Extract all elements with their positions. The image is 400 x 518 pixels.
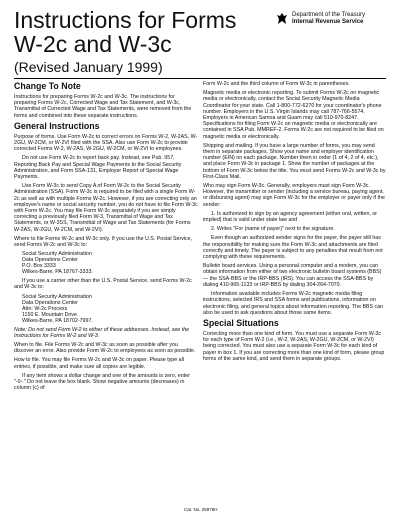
- agency-line-2: Internal Revenue Service: [292, 19, 364, 25]
- usps-address: Social Security Administration Data Operations Center P.O. Box 3333 Wilkes-Barre, PA 18767-3333.: [22, 251, 93, 276]
- agency-line-1: Department of the Treasury: [292, 12, 366, 18]
- paragraph-note: Note: Do not send Form W-2 to either of these addresses. Instead, see the Instructions for Forms W-2 and W-3.: [14, 326, 190, 339]
- paragraph-carrier: If you use a carrier other than the U.S. Postal Service, send Forms W-2c and W-3c to:: [14, 278, 192, 291]
- paragraph-who-may-sign: Who may sign Form W-3c. Generally, employers must sign Form W-3c. However, the transmitter or sender (including a service bureau, paying agent, or disbursing agent) may sign Form W-3c for the employer or payer only if the sender:: [203, 183, 385, 208]
- paragraph-when-to-file: When to file. File Forms W-2c and W-3c as soon as possible after you discover an error. Also provide Form W-2c to employees as soon as possible.: [14, 342, 196, 355]
- revision-date: (Revised January 1999): [14, 59, 163, 75]
- title-line-2: W-2c and W-3c: [14, 31, 172, 57]
- paragraph-information-available: Information available includes Forms W-2c magnetic media filing instructions, selected IRS and SSA forms and publications, information on electronic filing, and general topics about information reporting. The BBS can also be used to ask questions about those same items.: [203, 291, 384, 316]
- paragraph-shipping: Shipping and mailing. If you have a large number of forms, you may send them in separate packages. Show your name and employer identification number (EIN) on each package. Number them in order (1 of 4, 2 of 4, etc.), and place Form W-3c in package 1. Show the number of packages at the bottom of Form W-3c below the title. You must send Forms W-2c and W-3c by First-Class Mail.: [203, 142, 386, 180]
- heading-general-instructions: General Instructions: [14, 120, 100, 131]
- paragraph-bulletin-board: Bulletin board services. Using a personal computer and a modem, you can obtain information from either of two electronic bulletin board systems (BBS) — the SSA-BBS or the IRP-BBS (IRS). You can access the SSA-BBS by dialing 410-965-1133 or IRP-BBS by dialing 304-264-7070.: [203, 263, 382, 288]
- heading-change-to-note: Change To Note: [14, 81, 81, 91]
- paragraph-continued: Form W-2c and the third column of Form W-3c in parentheses.: [203, 81, 350, 87]
- paragraph-change: Instructions for preparing Forms W-2c and W-3c. The instructions for preparing Forms W-2c, Corrected Wage and Tax Statement, and W-3c, Transmittal of Corrected Wage and Tax Statements, were removed from the forms and combined into these separate instructions.: [14, 94, 192, 119]
- paragraph-magnetic-media: Magnetic media or electronic reporting. To submit Forms W-2c on magnetic media or electronically, contact the Social Security Magnetic Media Coordinator for your state. Call 1-800-772-6270 for your coordinator's phone number. Employers in the U.S. Virgin Islands may call 787-766-5574. Employers in American Samoa and Guam may call 510-970-8247. Specifications for filing Form W-2c on magnetic media or electronically are contained in SSA Pub. MMREF-2. Forms W-2c are not required to be filed on magnetic media or electronically.: [203, 90, 384, 140]
- agency-block: [276, 12, 400, 26]
- paragraph-dollar-change: If any item shows a dollar change and one of the amounts is zero, enter "-0-." Do not leave the box blank. Show negative amounts (decreases) in column (c) of: [14, 372, 190, 392]
- left-column: [14, 81, 198, 395]
- paragraph-condition-2: 2. Writes "For (name of payer)" next to the signature.: [211, 226, 335, 233]
- paragraph-where-to-file: Where to file Forms W-2c and W-3c only. If you use the U.S. Postal Service, send Forms W-2c and W-3c to:: [14, 235, 193, 249]
- paragraph-purpose: Purpose of forms. Use Form W-2c to correct errors on Forms W-2, W-2AS, W-2GU, W-2CM, or W-2VI filed with the SSA. Also use Form W-2c to provide corrected Forms W-2, W-2AS, W-2GU, W-2CM, or W-2VI to employees.: [14, 133, 198, 153]
- heading-special-situations: Special Situations: [203, 317, 279, 328]
- paragraph-even-though: Even though an authorized sender signs for the payer, the payer still has the responsibility for making sure the Form W-3c and attachments are filed correctly and timely. The payer is subject to any penalties that result from not complying with these requirements.: [203, 235, 383, 261]
- treasury-eagle-icon: [276, 12, 288, 25]
- right-column: [203, 81, 387, 365]
- paragraph-condition-1: 1. Is authorized to sign by an agency agreement (either oral, written, or implied) that is valid under state law and: [203, 210, 378, 224]
- carrier-address: Social Security Administration Data Operations Center Attn: W-2c Process 1150 E. Mountain Drive Wilkes-Barre, PA 18702-7997.: [22, 293, 93, 324]
- catalog-number: Cat. No. 25978H: [184, 507, 218, 512]
- title-line-1: Instructions for Forms: [14, 7, 237, 33]
- header-divider: [14, 78, 386, 79]
- paragraph-back-pay: Do not use Form W-2c to report back pay. Instead, see Pub. 957, Reporting Back Pay and Special Wage Payments to the Social Security Administration, and Form SSA-131, Employer Report of Special Wage Payments.: [14, 155, 182, 181]
- paragraph-correcting: Correcting more than one kind of form. You must use a separate Form W-3c for each type of Form W-2 (i.e., W-2, W-2AS, W-2GU, W-2CM, or W-2VI) being corrected. You must also use a separate Form W-3c for each kind of payer in box 1. If you are correcting more than one kind of form, please group forms of the same kind, and send them in separate groups.: [203, 330, 385, 362]
- document-header: [14, 8, 386, 76]
- paragraph-how-to-file: How to file. You may file Forms W-2c and W-3c on paper. Please type all entries, if possible, and make sure all copies are legible.: [14, 357, 184, 370]
- paragraph-send-w3c: Use Form W-3c to send Copy A of Form W-2c to the Social Security Administration (SSA). Form W-3c is required to be filed with a single Form W-2c as well as with multiple Forms W-2c. However, if you are correcting only an employee's name or social security number, you do not have to file Form W-3c with Form W-2c. You may file Form W-3c separately if you are simply correcting a previously filed Form W-3, Transmittal of Wage and Tax Statements, or W-3SS, Transmittal of Wage and Tax Statements (for Forms W-2AS, W-2GU, W-2CM, and W-2VI).: [14, 183, 198, 233]
